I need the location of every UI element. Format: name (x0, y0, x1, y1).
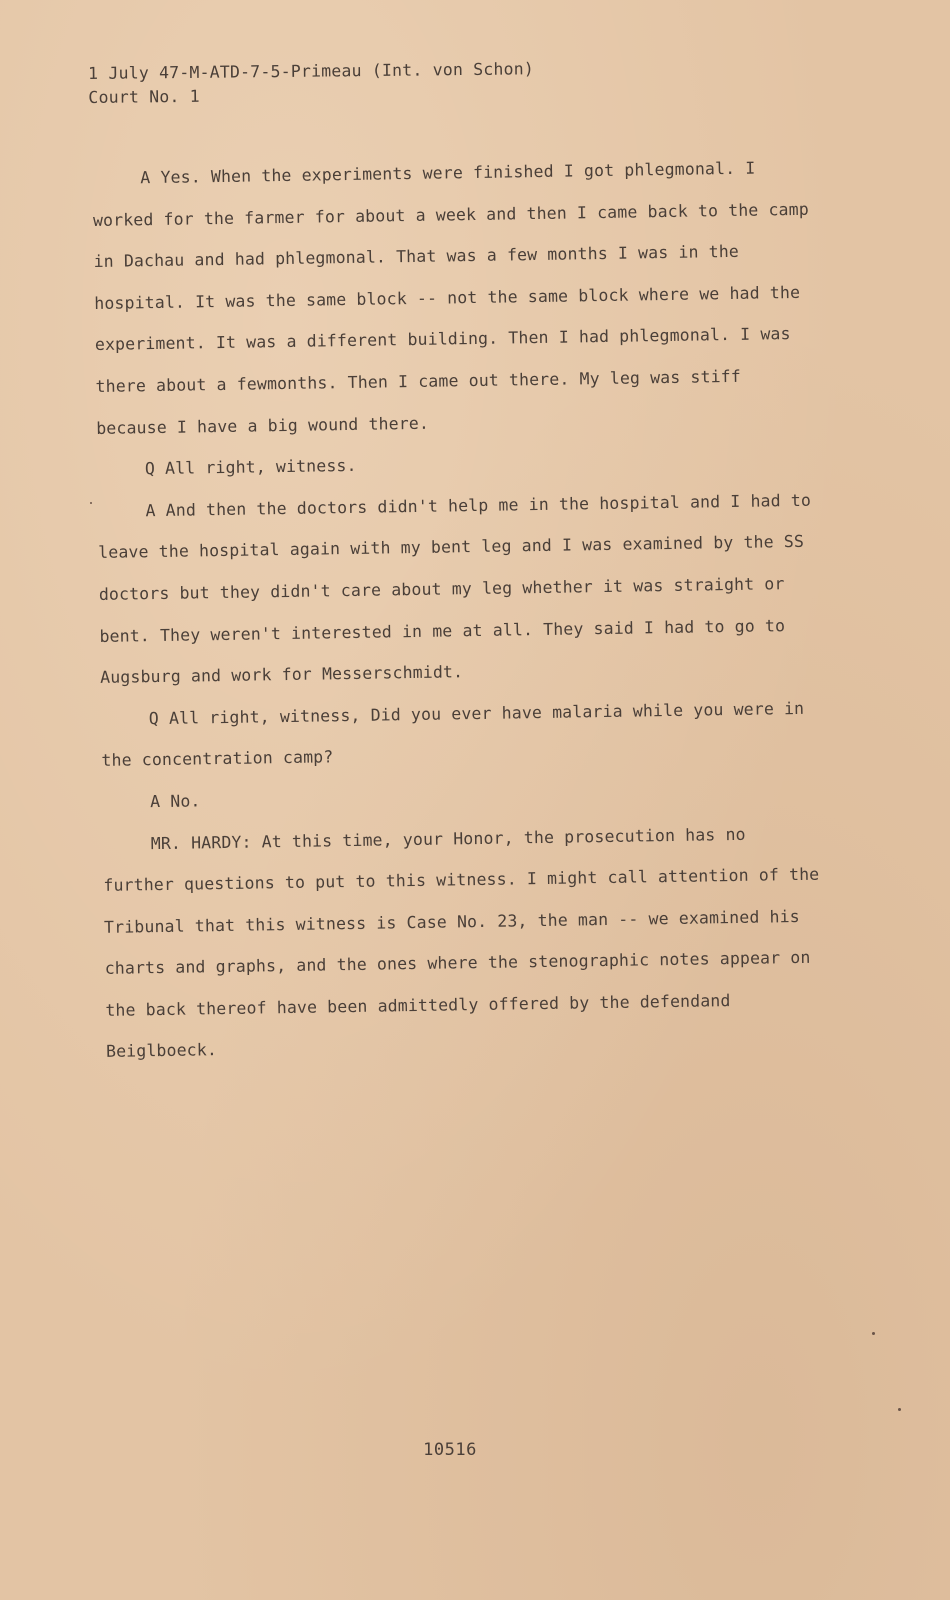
paper-speck (898, 1408, 901, 1411)
paper-speck (872, 1332, 875, 1335)
header-court-line: Court No. 1 (88, 86, 200, 107)
page-number: 10516 (423, 1440, 477, 1460)
transcript-body (92, 147, 826, 1073)
transcript-paragraph: A No. (149, 791, 201, 812)
transcript-paragraph: Q All right, witness, Did you ever have malaria while you were in the concentration camp? (101, 698, 805, 771)
header-reference-line: 1 July 47-M-ATD-7-5-Primeau (Int. von Schon) (88, 59, 535, 83)
transcript-paragraph: A Yes. When the experiments were finished I got phlegmonal. I worked for the farmer for about a week and then I came back to the camp in Dachau and had phlegmonal. That was a few months I was in the hospital. It was the same block -- not the same block where we had the experiment. It was a different building. Then I had phlegmonal. I was there about a fewmonths. Then I came out there. My leg was stiff because I have a big wound there. (92, 158, 809, 438)
transcript-paragraph: Q All right, witness. (144, 456, 357, 479)
paper-speck (90, 502, 92, 504)
document-header (88, 57, 534, 110)
transcript-paragraph: MR. HARDY: At this time, your Honor, the prosecution has no further questions to put to this witness. I might call attention of the Tribunal that this witness is Case No. 23, the man -- we examined his charts and graphs, and the ones where the stenographic notes appear on the back thereof have been admittedly offered by the defendand Beiglboeck. (103, 824, 820, 1062)
transcript-paragraph: A And then the doctors didn't help me in the hospital and I had to leave the hospital again with my bent leg and I was examined by the SS doctors but they didn't care about my leg whether it was straight or bent. They weren't interested in me at all. They said I had to go to Augsburg and work for Messerschmidt. (98, 490, 812, 688)
